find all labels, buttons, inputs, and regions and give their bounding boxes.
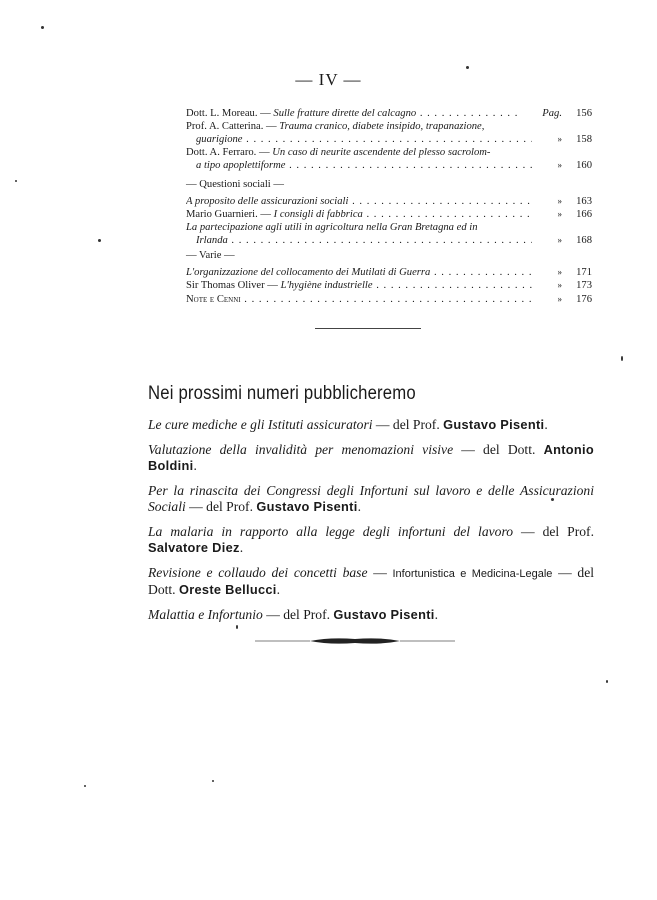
article-author: Antonio Boldini	[148, 441, 594, 473]
toc-page-marker: »	[557, 235, 562, 246]
toc-page: 176	[576, 293, 592, 305]
article-title: Malattia e Infortunio	[148, 606, 263, 622]
article-author: Oreste Bellucci	[178, 582, 277, 597]
toc-entry[interactable]	[186, 147, 592, 173]
toc-title: Note e Cenni	[186, 293, 241, 305]
toc-page: 173	[576, 280, 592, 292]
toc-page: 156	[576, 108, 592, 119]
toc-page-marker: »	[557, 195, 562, 206]
toc-author: Dott. A. Ferraro. —	[186, 146, 273, 158]
toc-entry[interactable]	[186, 293, 592, 307]
toc-author: Sir Thomas Oliver —	[186, 280, 281, 292]
toc-page: 160	[576, 160, 592, 172]
speck	[15, 180, 17, 182]
speck	[41, 26, 44, 29]
toc-title: L'hygiène industrielle	[280, 280, 373, 292]
toc-page: 171	[576, 266, 592, 278]
speck	[84, 785, 86, 787]
article-author: Salvatore Diez	[148, 540, 240, 555]
ornament-divider	[255, 634, 455, 648]
toc-page-marker: »	[557, 280, 562, 291]
speck	[621, 356, 623, 361]
toc-entry[interactable]	[186, 121, 592, 147]
toc-title: Sulle fratture dirette del calcagno	[273, 108, 417, 119]
article-author: Gustavo Pisenti	[256, 499, 358, 514]
table-of-contents	[186, 108, 592, 306]
toc-page: 166	[576, 209, 592, 221]
upcoming-articles	[148, 417, 594, 631]
upcoming-item: Malattia e Infortunio — del Prof. Gustavo Pisenti.	[148, 606, 439, 622]
article-title: Valutazione della invalidità per menomazioni visive	[148, 441, 454, 457]
toc-title: Trauma cranico, diabete insipido, trapanazione,	[279, 120, 485, 132]
toc-entry[interactable]	[186, 222, 592, 248]
toc-title: A proposito delle assicurazioni sociali	[186, 195, 349, 207]
toc-section-heading: — Varie —	[186, 249, 235, 261]
upcoming-item: Le cure mediche e gli Istituti assicuratori — del Prof. Gustavo Pisenti.	[148, 417, 548, 432]
article-author: Gustavo Pisenti	[333, 606, 435, 622]
toc-page-marker: »	[557, 266, 562, 277]
speck	[466, 66, 469, 69]
toc-section-heading: — Questioni sociali —	[186, 178, 284, 190]
toc-page-marker: Pag.	[542, 108, 562, 119]
toc-page: 163	[576, 195, 592, 207]
upcoming-item: Revisione e collaudo dei concetti base — Infortunistica e Medicina-Legale — del Dott. Oreste Bellucci.	[148, 564, 595, 597]
toc-entry[interactable]	[186, 208, 592, 222]
upcoming-item: Valutazione della invalidità per menomazioni visive — del Dott. Antonio Boldini.	[148, 441, 594, 473]
speck	[236, 625, 238, 629]
toc-title: I consigli di fabbrica	[273, 209, 363, 221]
article-title: Revisione e collaudo dei concetti base	[148, 564, 368, 580]
toc-page-marker: »	[557, 293, 562, 304]
speck	[606, 680, 608, 683]
toc-entry[interactable]	[186, 108, 592, 121]
toc-page: 168	[576, 235, 592, 247]
article-author: Gustavo Pisenti	[443, 417, 545, 432]
toc-title-continued: Irlanda	[196, 235, 228, 247]
section-heading: Nei prossimi numeri pubblicheremo	[148, 383, 416, 404]
divider	[315, 328, 421, 329]
toc-title: L'organizzazione del collocamento dei Mutilati di Guerra	[186, 266, 431, 278]
toc-title: Un caso di neurite ascendente del plesso sacrolom-	[272, 146, 491, 158]
toc-entry[interactable]	[186, 279, 592, 293]
article-title: Le cure mediche e gli Istituti assicuratori	[148, 417, 373, 432]
toc-page-marker: »	[557, 134, 562, 145]
toc-author: Mario Guarnieri. —	[186, 209, 274, 221]
speck	[551, 498, 554, 501]
upcoming-item: La malaria in rapporto alla legge degli infortuni del lavoro — del Prof. Salvatore Diez.	[148, 523, 594, 555]
toc-author: Prof. A. Catterina. —	[186, 120, 280, 132]
toc-author: Dott. L. Moreau. —	[186, 108, 274, 119]
toc-entry[interactable]	[186, 195, 592, 209]
toc-title-continued: a tipo apoplettiforme	[196, 160, 286, 172]
upcoming-item: Per la rinascita dei Congressi degli Infortuni sul lavoro e delle Assicurazioni Sociali — del Prof. Gustavo Pisenti.	[148, 482, 594, 514]
article-note: Infortunistica e Medicina-Legale	[392, 567, 553, 580]
toc-page: 158	[576, 134, 592, 146]
toc-title: La partecipazione agli utili in agricoltura nella Gran Bretagna ed in	[186, 221, 478, 233]
article-title: La malaria in rapporto alla legge degli infortuni del lavoro	[148, 523, 514, 539]
toc-page-marker: »	[557, 209, 562, 220]
speck	[98, 239, 101, 242]
toc-entry[interactable]	[186, 266, 592, 280]
toc-title-continued: guarigione	[196, 134, 243, 146]
page-number: — IV —	[295, 70, 362, 89]
toc-page-marker: »	[557, 160, 562, 171]
article-title: Per la rinascita dei Congressi degli Infortuni sul lavoro e delle Assicurazioni Sociali	[148, 482, 594, 514]
speck	[212, 780, 214, 782]
